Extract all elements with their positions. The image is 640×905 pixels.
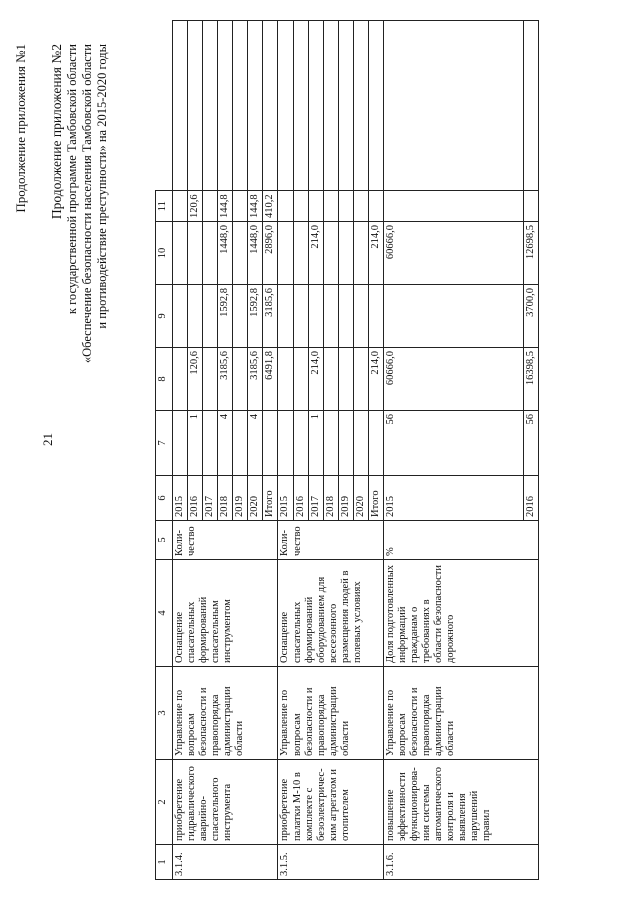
measure-name: приобретение палатки М-10 в комплекте с безоэлектричес-ким агрегатом и отопителем bbox=[278, 760, 383, 845]
year: 2015 bbox=[173, 476, 188, 521]
column-number: 11 bbox=[156, 191, 173, 222]
year: 2016 bbox=[293, 476, 308, 521]
qty: 1 bbox=[308, 411, 323, 476]
column-number: 4 bbox=[156, 560, 173, 667]
year: 2020 bbox=[248, 476, 263, 521]
regional bbox=[188, 222, 203, 285]
federal bbox=[353, 285, 368, 348]
column-number: 8 bbox=[156, 348, 173, 411]
total bbox=[233, 348, 248, 411]
unit: % bbox=[383, 521, 538, 560]
federal: 1592,8 bbox=[248, 285, 263, 348]
row-num: 3.1.4. bbox=[173, 845, 278, 880]
total bbox=[293, 348, 308, 411]
federal bbox=[383, 285, 523, 348]
local: 144,8 bbox=[218, 191, 233, 222]
table-row bbox=[278, 21, 293, 880]
other bbox=[248, 21, 263, 191]
executor: Управление по вопросам безопасности и правопорядка администрации области bbox=[383, 667, 538, 760]
other bbox=[278, 21, 293, 191]
regional bbox=[293, 222, 308, 285]
qty bbox=[368, 411, 383, 476]
column-number: 6 bbox=[156, 476, 173, 521]
federal: 3185,6 bbox=[263, 285, 278, 348]
row-num: 3.1.5. bbox=[278, 845, 383, 880]
local bbox=[233, 191, 248, 222]
other bbox=[523, 21, 538, 191]
year: 2015 bbox=[278, 476, 293, 521]
other bbox=[338, 21, 353, 191]
qty bbox=[353, 411, 368, 476]
federal bbox=[278, 285, 293, 348]
year: Итого bbox=[263, 476, 278, 521]
other bbox=[218, 21, 233, 191]
local: 144,8 bbox=[248, 191, 263, 222]
appendix-line-3: и противодействие преступности» на 2015-2020 годы bbox=[95, 44, 109, 329]
total: 60666,0 bbox=[383, 348, 523, 411]
qty: 1 bbox=[188, 411, 203, 476]
column-number-row bbox=[156, 21, 173, 880]
total bbox=[173, 348, 188, 411]
qty bbox=[293, 411, 308, 476]
total bbox=[203, 348, 218, 411]
local bbox=[308, 191, 323, 222]
regional bbox=[353, 222, 368, 285]
federal bbox=[173, 285, 188, 348]
federal bbox=[323, 285, 338, 348]
regional: 1448,0 bbox=[248, 222, 263, 285]
regional: 214,0 bbox=[368, 222, 383, 285]
column-number: 9 bbox=[156, 285, 173, 348]
appendix-line-1: к государственной программе Тамбовской области bbox=[65, 44, 79, 315]
page-number: 21 bbox=[40, 433, 55, 446]
total bbox=[323, 348, 338, 411]
local: 120,6 bbox=[188, 191, 203, 222]
total bbox=[338, 348, 353, 411]
total: 3185,6 bbox=[248, 348, 263, 411]
other bbox=[368, 21, 383, 191]
qty bbox=[338, 411, 353, 476]
qty bbox=[263, 411, 278, 476]
other bbox=[308, 21, 323, 191]
executor: Управление по вопросам безопасности и правопорядка администрации области bbox=[173, 667, 278, 760]
total: 214,0 bbox=[368, 348, 383, 411]
total: 214,0 bbox=[308, 348, 323, 411]
other bbox=[353, 21, 368, 191]
local bbox=[323, 191, 338, 222]
year: Итого bbox=[368, 476, 383, 521]
federal: 3700,0 bbox=[523, 285, 538, 348]
indicator: Оснащение спасательных формирований спасательным инструментом bbox=[173, 560, 278, 667]
indicator: Доля подготовленных информаций гражданам о требованиях в области безопасности дорожного bbox=[383, 560, 538, 667]
regional bbox=[338, 222, 353, 285]
continuation-note: Продолжение приложения №1 bbox=[13, 44, 28, 213]
column-number: 5 bbox=[156, 521, 173, 560]
local bbox=[368, 191, 383, 222]
regional bbox=[323, 222, 338, 285]
year: 2020 bbox=[353, 476, 368, 521]
local: 410,2 bbox=[263, 191, 278, 222]
year: 2019 bbox=[233, 476, 248, 521]
other bbox=[188, 21, 203, 191]
regional: 60666,0 bbox=[383, 222, 523, 285]
regional bbox=[203, 222, 218, 285]
federal bbox=[203, 285, 218, 348]
year: 2015 bbox=[383, 476, 523, 521]
column-number: 7 bbox=[156, 411, 173, 476]
qty bbox=[278, 411, 293, 476]
year: 2018 bbox=[218, 476, 233, 521]
federal bbox=[233, 285, 248, 348]
regional: 1448,0 bbox=[218, 222, 233, 285]
regional bbox=[278, 222, 293, 285]
regional: 2896,0 bbox=[263, 222, 278, 285]
total bbox=[278, 348, 293, 411]
qty bbox=[173, 411, 188, 476]
year: 2017 bbox=[203, 476, 218, 521]
regional: 214,0 bbox=[308, 222, 323, 285]
total: 6491,8 bbox=[263, 348, 278, 411]
rotated-page bbox=[13, 20, 615, 880]
column-number: 10 bbox=[156, 222, 173, 285]
total: 120,6 bbox=[188, 348, 203, 411]
federal bbox=[368, 285, 383, 348]
column-number: 3 bbox=[156, 667, 173, 760]
other bbox=[383, 21, 523, 191]
measure-name: повышение эффективности функционирова-ния системы автоматического контроля и выявления нарушений правил bbox=[383, 760, 538, 845]
local bbox=[523, 191, 538, 222]
year: 2019 bbox=[338, 476, 353, 521]
appendix-title: Продолжение приложения №2 bbox=[49, 44, 64, 220]
local bbox=[383, 191, 523, 222]
regional: 12698,5 bbox=[523, 222, 538, 285]
qty: 56 bbox=[523, 411, 538, 476]
executor: Управление по вопросам безопасности и правопорядка администрации области bbox=[278, 667, 383, 760]
unit: Коли-чество bbox=[278, 521, 383, 560]
qty: 4 bbox=[218, 411, 233, 476]
regional bbox=[173, 222, 188, 285]
year: 2018 bbox=[323, 476, 338, 521]
local bbox=[278, 191, 293, 222]
federal bbox=[293, 285, 308, 348]
qty bbox=[233, 411, 248, 476]
year: 2016 bbox=[523, 476, 538, 521]
total: 3185,6 bbox=[218, 348, 233, 411]
total bbox=[353, 348, 368, 411]
qty bbox=[323, 411, 338, 476]
local bbox=[203, 191, 218, 222]
unit: Коли-чество bbox=[173, 521, 278, 560]
federal bbox=[338, 285, 353, 348]
federal bbox=[308, 285, 323, 348]
other bbox=[233, 21, 248, 191]
row-num: 3.1.6. bbox=[383, 845, 538, 880]
measure-name: приобретение гидравлического аварийно-спасательного инструмента bbox=[173, 760, 278, 845]
appendix-line-2: «Обеспечение безопасности населения Тамбовской области bbox=[80, 44, 94, 364]
local bbox=[293, 191, 308, 222]
table-row bbox=[383, 21, 523, 880]
total: 16398,5 bbox=[523, 348, 538, 411]
federal: 1592,8 bbox=[218, 285, 233, 348]
column-number: 2 bbox=[156, 760, 173, 845]
local bbox=[173, 191, 188, 222]
federal bbox=[188, 285, 203, 348]
other bbox=[173, 21, 188, 191]
program-table bbox=[155, 20, 539, 880]
year: 2016 bbox=[188, 476, 203, 521]
other bbox=[203, 21, 218, 191]
qty: 4 bbox=[248, 411, 263, 476]
year: 2017 bbox=[308, 476, 323, 521]
other bbox=[263, 21, 278, 191]
local bbox=[338, 191, 353, 222]
column-number: 1 bbox=[156, 845, 173, 880]
regional bbox=[233, 222, 248, 285]
other bbox=[293, 21, 308, 191]
indicator: Оснащение спасательных формирований оборудованием для всесезонного размещения людей в полевых условиях bbox=[278, 560, 383, 667]
other bbox=[323, 21, 338, 191]
qty: 56 bbox=[383, 411, 523, 476]
table-row bbox=[173, 21, 188, 880]
qty bbox=[203, 411, 218, 476]
local bbox=[353, 191, 368, 222]
